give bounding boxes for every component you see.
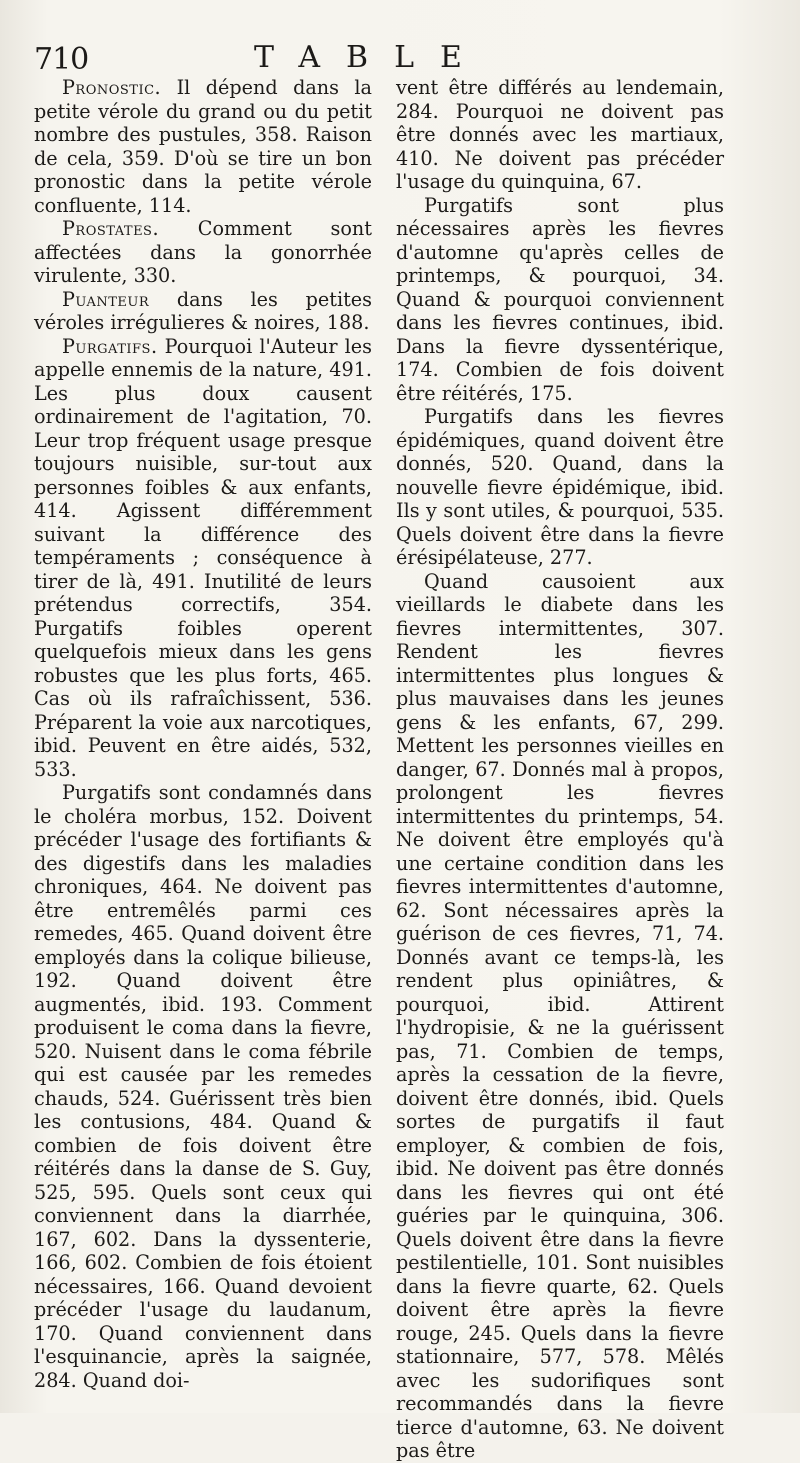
index-entry: Purgatifs sont plus nécessaires après les fievres d'automne qu'après celles de printemps, & pourquoi, 34. Quand & pourquoi conviennent dans les fievres continues, ibid. Dans la fievre dyssentérique, 174. Combien de fois doivent être réitérés, 175.: [396, 193, 724, 405]
entry-text: Comment sont affectées dans la gonorrhée virulente, 330.: [34, 217, 372, 287]
entry-text: Pourquoi l'Auteur les appelle ennemis de la nature, 491. Les plus doux causent ordinairement de l'agitation, 70. Leur trop fréquent usage presque toujours nuisible, sur-tout aux personnes foibles & aux enfants, 414. Agissent différemment suivant la différence des tempéraments ; conséquence à tirer de là, 491. Inutilité de leurs prétendus correctifs, 354. Purgatifs foibles operent quelquefois mieux dans les gens robustes que les plus forts, 465. Cas où ils rafraîchissent, 536. Préparent la voie aux narcotiques, ibid. Peuvent en être aidés, 532, 533.: [34, 334, 372, 781]
entry-text: Purgatifs sont condamnés dans le choléra morbus, 152. Doivent précéder l'usage des fortifiants & des digestifs dans les maladies chroniques, 464. Ne doivent pas être entremêlés parmi ces remedes, 465. Quand doivent être employés dans la colique bilieuse, 192. Quand doivent être augmentés, ibid. 193. Comment produisent le coma dans la fievre, 520. Nuisent dans le coma fébrile qui est causée par les remedes chauds, 524. Guérissent très bien les contusions, 484. Quand & combien de fois doivent être réitérés dans la danse de S. Guy, 525, 595. Quels sont ceux qui conviennent dans la diarrhée, 167, 602. Dans la dyssenterie, 166, 602. Combien de fois étoient nécessaires, 166. Quand devoient précéder l'usage du laudanum, 170. Quand conviennent dans l'esquinancie, après la saignée, 284. Quand doi-: [34, 781, 372, 1392]
index-columns: [34, 76, 774, 1462]
running-title: TABLE: [254, 40, 488, 75]
entry-heading: Puanteur: [62, 287, 150, 311]
index-entry: [34, 217, 372, 288]
entry-heading: Pronostic.: [62, 76, 162, 99]
right-column: [396, 76, 724, 1463]
index-entry: Quand causoient aux vieillards le diabete dans les fievres intermittentes, 307. Rendent les fievres intermittentes plus longues & plus mauvaises dans les jeunes gens & les enfants, 67, 299. Mettent les personnes vieilles en danger, 67. Donnés mal à propos, prolongent les fievres intermittentes du printemps, 54. Ne doivent être employés qu'à une certaine condition dans les fievres intermittentes d'automne, 62. Sont nécessaires après la guérison de ces fievres, 71, 74. Donnés avant ce temps-là, les rendent plus opiniâtres, & pourquoi, ibid. Attirent l'hydropisie, & ne la guérissent pas, 71. Combien de temps, après la cessation de la fievre, doivent être donnés, ibid. Quels sortes de purgatifs il faut employer, & combien de fois, ibid. Ne doivent pas être donnés dans les fievres qui ont été guéries par le quinquina, 306. Quels doivent être dans la fievre pestilentielle, 101. Sont nuisibles dans la fievre quarte, 62. Quels doivent être après la fievre rouge, 245. Quels dans la fievre stationnaire, 577, 578. Mêlés avec les sudorifiques sont recommandés dans la fievre tierce d'automne, 63. Ne doivent pas être: [396, 569, 724, 1462]
entry-text: Il dépend dans la petite vérole du grand ou du petit nombre des pustules, 358. Raison de cela, 359. D'où se tire un bon pronostic dans la petite vérole confluente, 114.: [34, 76, 372, 217]
entry-heading: Prostates.: [62, 217, 160, 240]
index-entry: Purgatifs dans les fievres épidémiques, quand doivent être donnés, 520. Quand, dans la nouvelle fievre épidémique, ibid. Ils y sont utiles, & pourquoi, 535. Quels doivent être dans la fievre érésipélateuse, 277.: [396, 405, 724, 569]
index-entry: [34, 781, 372, 1392]
index-entry: [34, 335, 372, 782]
entry-text: dans les petites véroles irrégulieres & noires, 188.: [34, 287, 372, 334]
entry-heading: Purgatifs.: [62, 334, 158, 358]
page-header: [34, 36, 754, 76]
index-entry: [34, 76, 372, 217]
index-entry-continuation: vent être différés au lendemain, 284. Pourquoi ne doivent pas être donnés avec les martiaux, 410. Ne doivent pas précéder l'usage du quinquina, 67.: [396, 76, 724, 193]
page-number: 710: [34, 42, 89, 77]
left-column: [34, 76, 372, 1463]
index-entry: [34, 288, 372, 335]
